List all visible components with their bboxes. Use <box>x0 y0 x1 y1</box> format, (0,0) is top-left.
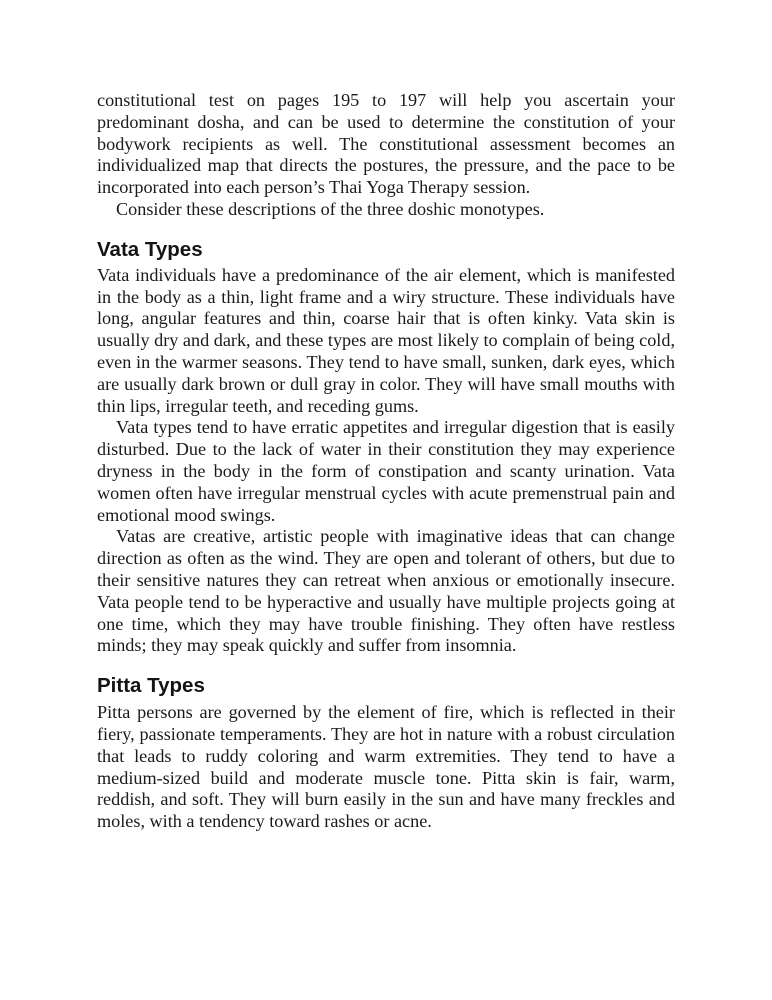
intro-paragraph-1: constitutional test on pages 195 to 197 will help you ascertain your predominant dosha, and can be used to determine the constitution of your bodywork recipients as well. The constitutional assessment becomes an individualized map that directs the postures, the pressure, and the pace to be incorporated into each person’s Thai Yoga Therapy session. <box>97 90 675 198</box>
pitta-heading: Pitta Types <box>97 674 205 698</box>
pitta-paragraph-1: Pitta persons are governed by the element of fire, which is reflected in their fiery, passionate temperaments. They are hot in nature with a robust circulation that leads to ruddy coloring and warm extremities. They tend to have a medium-sized build and moderate muscle tone. Pitta skin is fair, warm, reddish, and soft. They will burn easily in the sun and have many freckles and moles, with a tendency toward rashes or acne. <box>97 702 675 832</box>
vata-heading: Vata Types <box>97 237 203 261</box>
page-body <box>97 90 675 833</box>
vata-paragraph-1: Vata individuals have a predominance of the air element, which is manifested in the body as a thin, light frame and a wiry structure. These individuals have long, angular features and thin, coarse hair that is often kinky. Vata skin is usually dry and dark, and these types are most likely to complain of being cold, even in the warmer seasons. They tend to have small, sunken, dark eyes, which are usually dark brown or dull gray in color. They will have small mouths with thin lips, irregular teeth, and receding gums. <box>97 264 675 416</box>
vata-paragraph-2: Vata types tend to have erratic appetites and irregular digestion that is easily disturbed. Due to the lack of water in their constitution they may experience dryness in the body in the form of constipation and scanty urination. Vata women often have irregular menstrual cycles with acute premenstrual pain and emotional mood swings. <box>97 417 675 525</box>
vata-paragraph-3: Vatas are creative, artistic people with imaginative ideas that can change direction as often as the wind. They are open and tolerant of others, but due to their sensitive natures they can retreat when anxious or emotionally insecure. Vata people tend to be hyperactive and usually have multiple projects going at one time, which they may have trouble finishing. They often have restless minds; they may speak quickly and suffer from insomnia. <box>97 526 675 656</box>
intro-paragraph-2: Consider these descriptions of the three doshic monotypes. <box>116 198 545 219</box>
